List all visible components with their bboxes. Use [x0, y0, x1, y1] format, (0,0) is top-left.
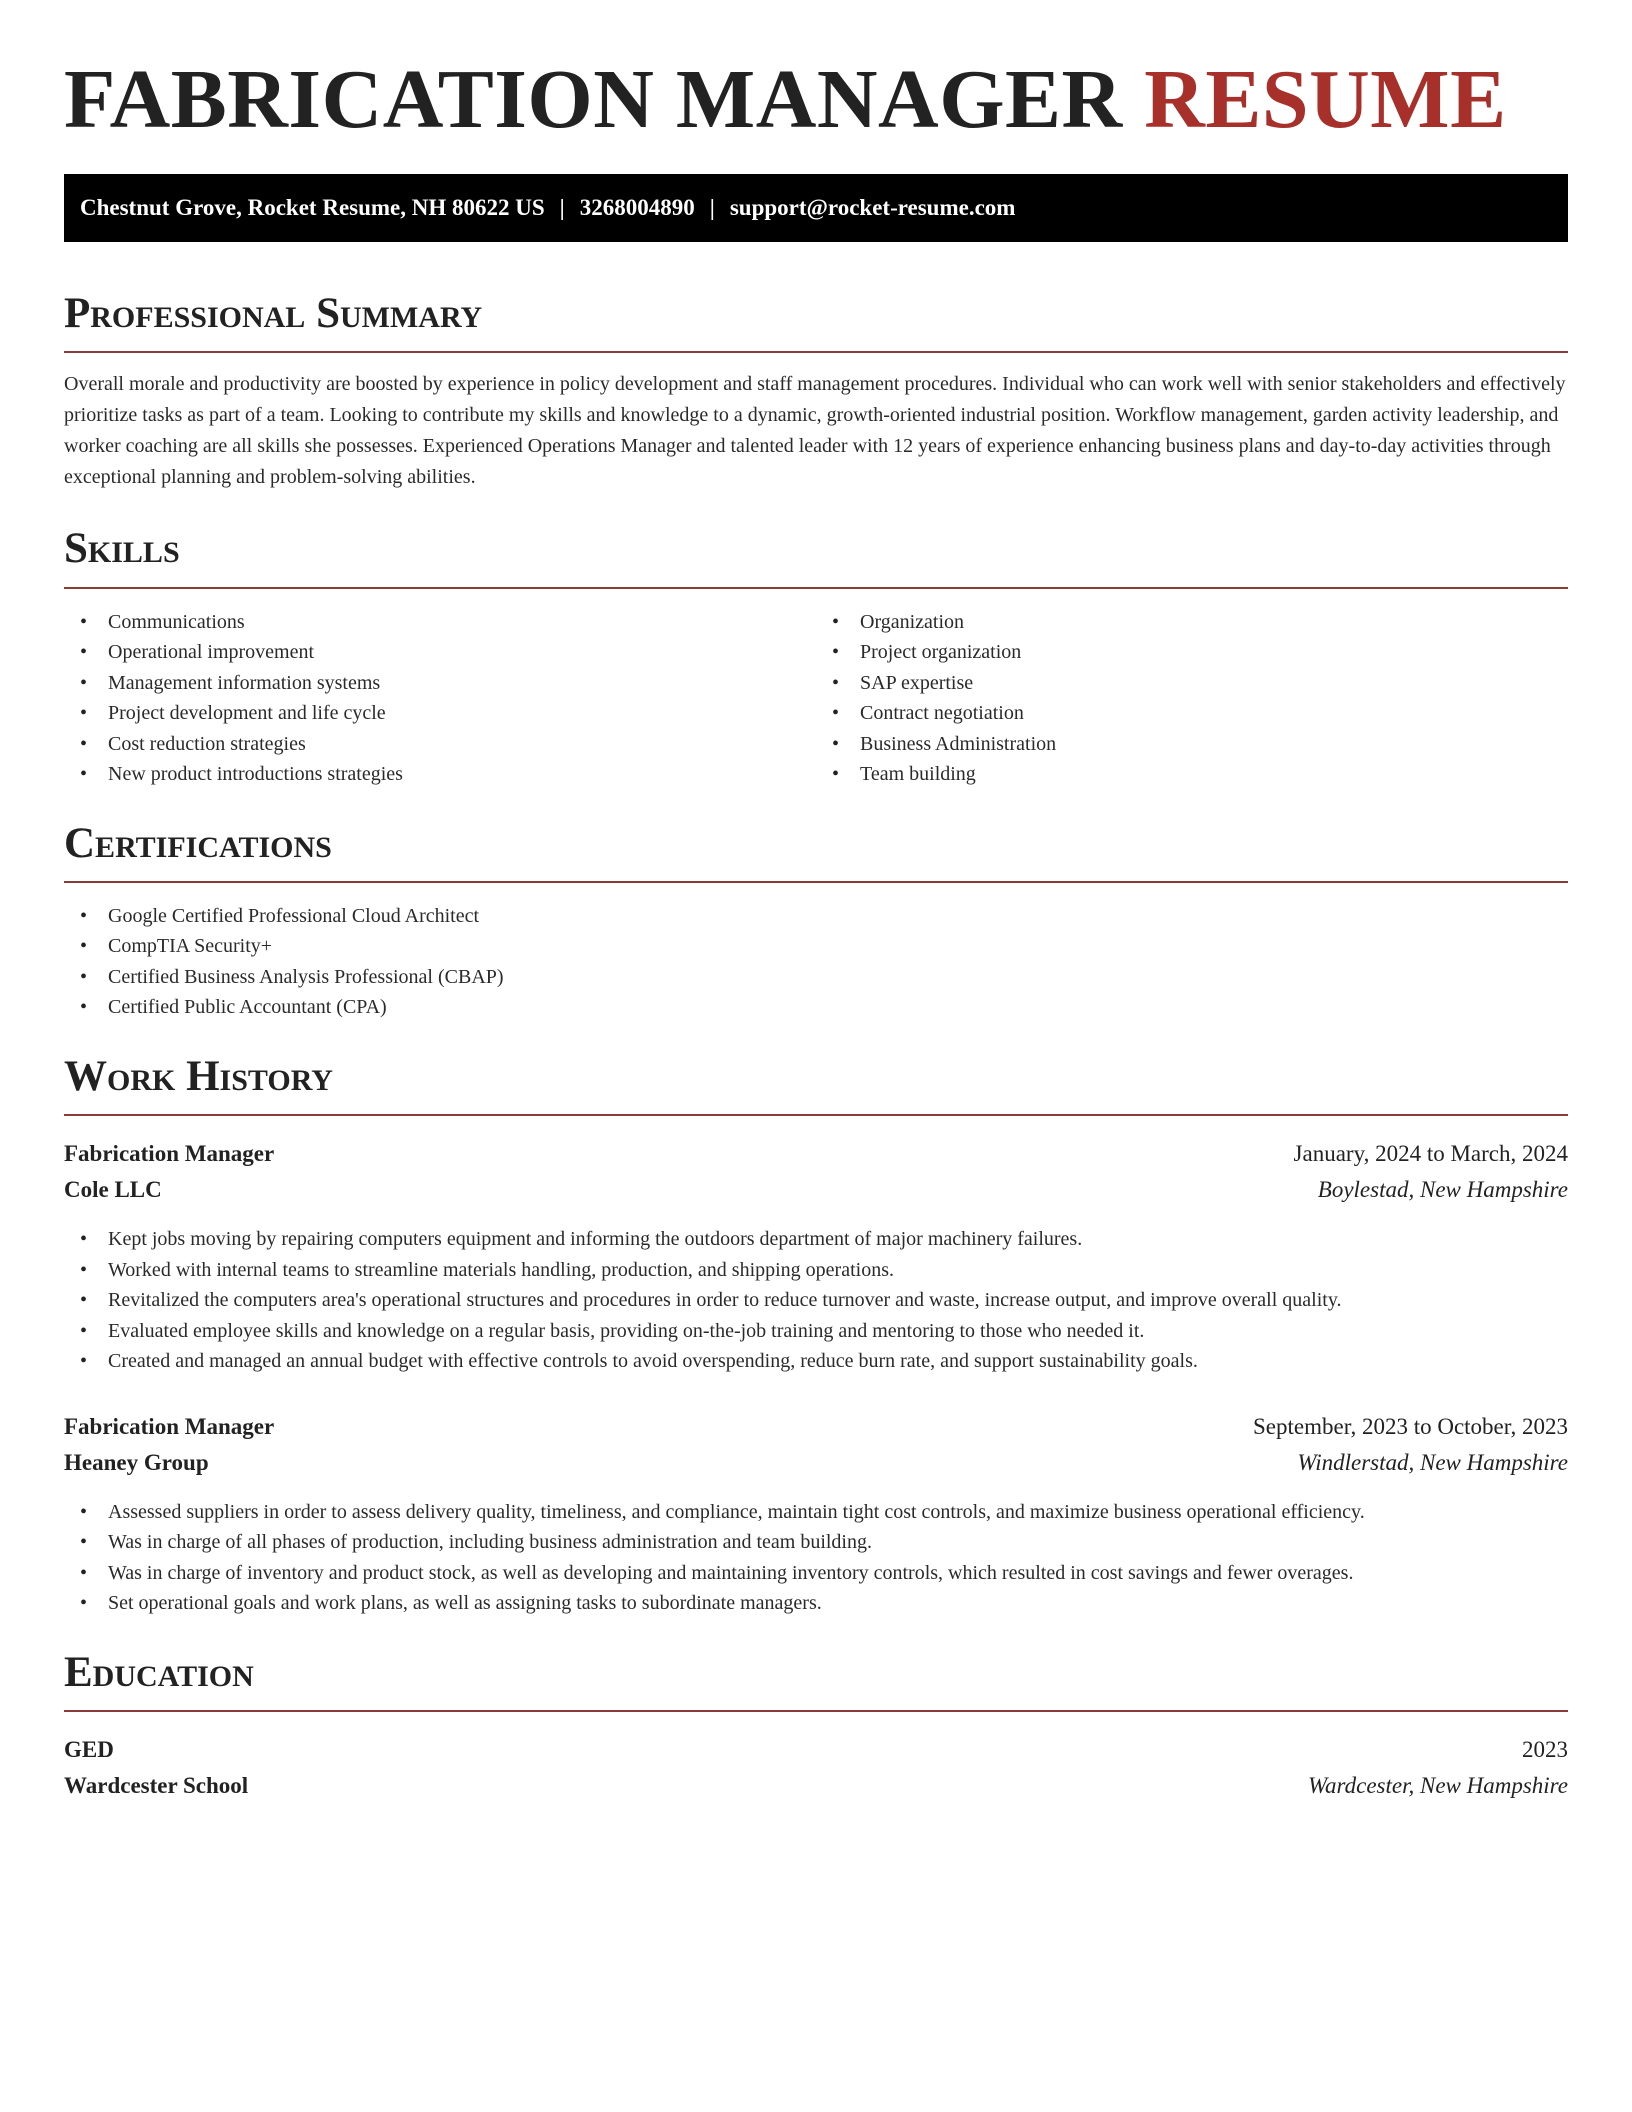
skill-item: • Management information systems	[64, 668, 816, 699]
education-school: Wardcester School	[64, 1772, 249, 1798]
skill-item: • Cost reduction strategies	[64, 729, 816, 760]
job-bullet: • Kept jobs moving by repairing computers equipment and informing the outdoors department of major machinery failures.	[64, 1224, 1568, 1255]
contact-phone: 3268004890	[579, 195, 695, 220]
certifications-list	[64, 901, 1568, 1023]
summary-heading: Professional Summary	[64, 290, 483, 337]
skills-grid	[64, 589, 1568, 790]
section-divider	[64, 351, 1568, 353]
skill-item: • Project development and life cycle	[64, 698, 816, 729]
skill-item: • New product introductions strategies	[64, 759, 816, 790]
certification-item: • CompTIA Security+	[64, 931, 1568, 962]
contact-separator: |	[709, 195, 715, 220]
skills-heading: Skills	[64, 525, 180, 573]
section-divider	[64, 881, 1568, 883]
education-header-row	[64, 1732, 1568, 1768]
certification-item: • Certified Public Accountant (CPA)	[64, 992, 1568, 1023]
job-dates: January, 2024 to March, 2024	[1293, 1141, 1568, 1167]
job-bullet: • Set operational goals and work plans, as well as assigning tasks to subordinate managers.	[64, 1588, 1568, 1619]
education-entry	[64, 1732, 1568, 1804]
education-degree: GED	[64, 1736, 114, 1762]
skill-item: • Project organization	[816, 637, 1568, 668]
job-title: Fabrication Manager	[64, 1413, 275, 1439]
skills-column-right	[816, 589, 1568, 790]
skills-section	[64, 525, 1568, 789]
job-bullet: • Assessed suppliers in order to assess delivery quality, timeliness, and compliance, maintain tight cost controls, and maximize business operational efficiency.	[64, 1497, 1568, 1528]
job-bullet: • Revitalized the computers area's operational structures and procedures in order to reduce turnover and waste, increase output, and improve overall quality.	[64, 1285, 1568, 1316]
work-history-heading: Work History	[64, 1052, 333, 1100]
contact-separator: |	[559, 195, 565, 220]
job-entry	[64, 1409, 1568, 1619]
job-bullet: • Was in charge of all phases of production, including business administration and team building.	[64, 1527, 1568, 1558]
skill-item: • Communications	[64, 607, 816, 638]
job-bullet: • Was in charge of inventory and product stock, as well as developing and maintaining inventory controls, which resulted in cost savings and fewer overages.	[64, 1558, 1568, 1589]
skill-item: • Contract negotiation	[816, 698, 1568, 729]
job-dates: September, 2023 to October, 2023	[1253, 1413, 1568, 1439]
skills-column-left	[64, 589, 816, 790]
education-year: 2023	[1522, 1736, 1568, 1762]
certification-item: • Google Certified Professional Cloud Architect	[64, 901, 1568, 932]
section-divider	[64, 1710, 1568, 1712]
job-company: Heaney Group	[64, 1449, 209, 1475]
skill-item: • Business Administration	[816, 729, 1568, 760]
job-bullets	[64, 1224, 1568, 1377]
contact-address: Chestnut Grove, Rocket Resume, NH 80622 US	[80, 195, 545, 220]
job-bullet: • Worked with internal teams to streamline materials handling, production, and shipping operations.	[64, 1255, 1568, 1286]
title-accent: RESUME	[1144, 53, 1507, 146]
contact-email: support@rocket-resume.com	[729, 195, 1016, 220]
skill-item: • SAP expertise	[816, 668, 1568, 699]
job-bullet: • Created and managed an annual budget with effective controls to avoid overspending, reduce burn rate, and support sustainability goals.	[64, 1346, 1568, 1377]
title-main: FABRICATION MANAGER	[64, 53, 1123, 146]
work-history-section	[64, 1053, 1568, 1619]
certifications-heading: Certifications	[64, 819, 332, 867]
job-entry	[64, 1136, 1568, 1377]
education-heading: Education	[64, 1648, 254, 1696]
education-location: Wardcester, New Hampshire	[1307, 1772, 1568, 1798]
summary-text: Overall morale and productivity are boosted by experience in policy development and staff management procedures. Individual who can work well with senior stakeholders and effectively prioritize tasks as part of a team. Looking to contribute my skills and knowledge to a dynamic, growth-oriented industrial position. Workflow management, garden activity leadership, and worker coaching are all skills she possesses. Experienced Operations Manager and talented leader with 12 years of experience enhancing business plans and day-to-day activities through exceptional planning and problem-solving abilities.	[64, 373, 1566, 489]
skills-list-right	[816, 607, 1568, 790]
job-location: Windlerstad, New Hampshire	[1297, 1449, 1568, 1475]
job-bullet: • Evaluated employee skills and knowledge on a regular basis, providing on-the-job training and mentoring to those who needed it.	[64, 1316, 1568, 1347]
job-header-row	[64, 1409, 1568, 1445]
skill-item: • Operational improvement	[64, 637, 816, 668]
skill-item: • Team building	[816, 759, 1568, 790]
job-title: Fabrication Manager	[64, 1141, 275, 1167]
job-company-row	[64, 1172, 1568, 1208]
job-company: Cole LLC	[64, 1177, 162, 1203]
skill-item: • Organization	[816, 607, 1568, 638]
education-section	[64, 1649, 1568, 1804]
education-school-row	[64, 1768, 1568, 1804]
skills-list-left	[64, 607, 816, 790]
section-divider	[64, 1114, 1568, 1116]
certification-item: • Certified Business Analysis Professional (CBAP)	[64, 962, 1568, 993]
job-company-row	[64, 1445, 1568, 1481]
job-header-row	[64, 1136, 1568, 1172]
job-location: Boylestad, New Hampshire	[1317, 1177, 1568, 1203]
job-bullets	[64, 1497, 1568, 1619]
contact-bar	[64, 174, 1568, 242]
resume-title	[64, 53, 1568, 146]
certifications-section	[64, 820, 1568, 1023]
summary-section	[64, 290, 1568, 493]
